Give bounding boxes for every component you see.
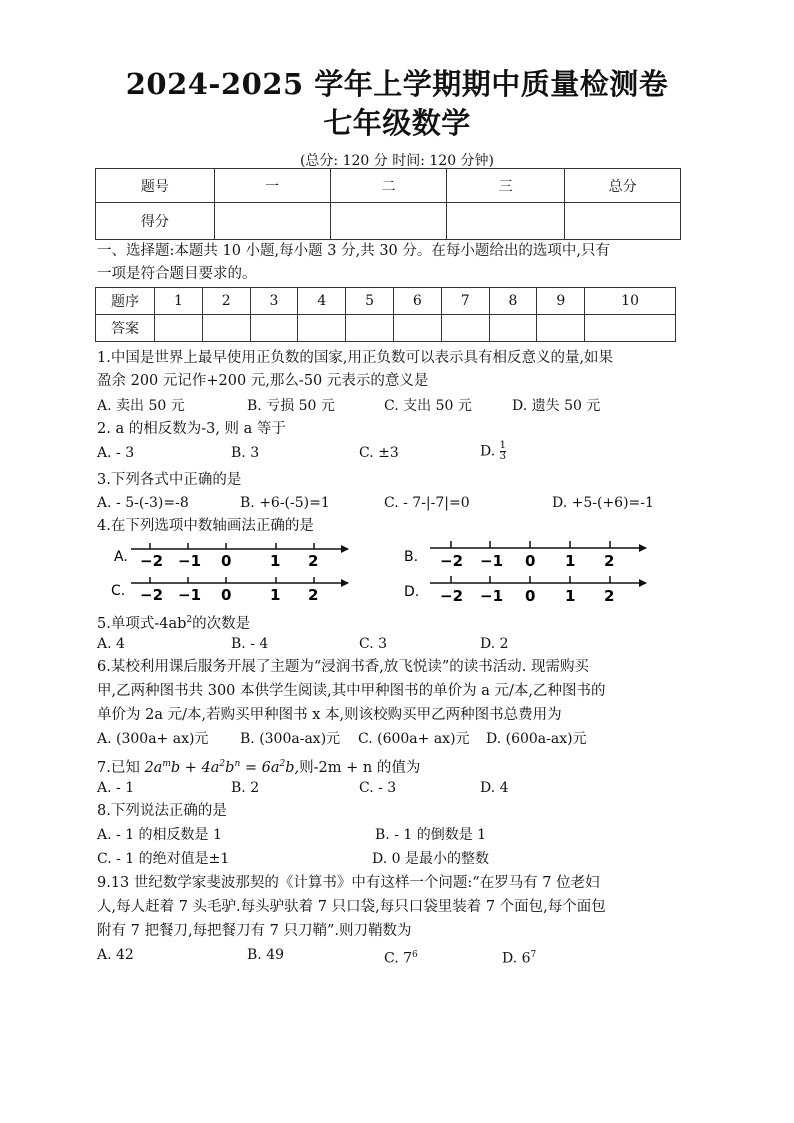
tick-label: 2 bbox=[308, 586, 319, 604]
q7-suffix: 则-2m + n 的值为 bbox=[299, 759, 421, 776]
number-line-c[interactable] bbox=[131, 577, 348, 604]
q9-option-c-text: C. 7 bbox=[384, 950, 413, 967]
number-line-d[interactable] bbox=[430, 576, 646, 605]
tick-label: −1 bbox=[480, 552, 504, 570]
q5-option-a[interactable]: A. 4 bbox=[97, 636, 125, 652]
question-number: 3 bbox=[250, 288, 298, 315]
tick-label: 1 bbox=[270, 552, 281, 570]
q3-option-a[interactable]: A. - 5-(-3)=-8 bbox=[97, 495, 189, 511]
q7-option-c[interactable]: C. - 3 bbox=[359, 780, 397, 796]
q7-stem bbox=[97, 754, 420, 778]
q9-option-d[interactable] bbox=[502, 945, 536, 969]
tick-label: 1 bbox=[270, 586, 281, 604]
option-d-label[interactable]: D. bbox=[404, 584, 420, 600]
score-header: 总分 bbox=[565, 169, 681, 203]
q7-option-b[interactable]: B. 2 bbox=[231, 780, 260, 796]
score-header: 二 bbox=[330, 169, 447, 203]
question-number: 4 bbox=[298, 288, 346, 315]
tick-label: 2 bbox=[604, 552, 615, 570]
question-number: 2 bbox=[202, 288, 250, 315]
question-number: 9 bbox=[537, 288, 585, 315]
q7-equation bbox=[144, 760, 299, 776]
tick-label: −2 bbox=[140, 552, 164, 570]
exam-title: 2024-2025 学年上学期期中质量检测卷 bbox=[125, 67, 669, 101]
q8-option-b[interactable]: B. - 1 的倒数是 1 bbox=[375, 827, 487, 843]
answer-row-label: 答案 bbox=[96, 315, 155, 342]
q8-option-a[interactable]: A. - 1 的相反数是 1 bbox=[97, 827, 222, 843]
q2-option-a[interactable]: A. - 3 bbox=[97, 445, 135, 461]
answer-row-label: 题序 bbox=[96, 288, 155, 315]
question-number: 1 bbox=[155, 288, 203, 315]
q9-option-d-exponent: 7 bbox=[530, 950, 537, 960]
exam-subject: 七年级数学 bbox=[323, 106, 471, 140]
score-header: 题号 bbox=[96, 169, 215, 203]
q5-stem bbox=[97, 610, 250, 634]
q9-option-d-text: D. 6 bbox=[502, 950, 531, 967]
question-number: 10 bbox=[585, 288, 676, 315]
tick-label: 2 bbox=[604, 587, 615, 605]
tick-label: 0 bbox=[221, 552, 232, 570]
section-1-instruction: 一、选择题:本题共 10 小题,每小题 3 分,共 30 分。在每小题给出的选项中,只有 bbox=[97, 243, 610, 259]
q4-stem: 4.在下列选项中数轴画法正确的是 bbox=[97, 518, 314, 534]
option-a-label[interactable]: A. bbox=[114, 549, 128, 565]
eq-exponent: m bbox=[162, 759, 171, 769]
q6-option-d[interactable]: D. (600a-ax)元 bbox=[486, 731, 587, 747]
score-row-label: 得分 bbox=[96, 203, 215, 240]
tick-label: 1 bbox=[565, 587, 576, 605]
q9-stem: 9.13 世纪数学家斐波那契的《计算书》中有这样一个问题:“在罗马有 7 位老妇 bbox=[97, 875, 600, 891]
question-number: 6 bbox=[393, 288, 441, 315]
q2-option-b[interactable]: B. 3 bbox=[231, 445, 260, 461]
q9-option-c[interactable] bbox=[384, 945, 418, 969]
q5-option-c[interactable]: C. 3 bbox=[359, 636, 388, 652]
q6-option-b[interactable]: B. (300a-ax)元 bbox=[240, 731, 341, 747]
q9-option-a[interactable]: A. 42 bbox=[97, 947, 134, 963]
q9-stem-cont: 附有 7 把餐刀,每把餐刀有 7 只刀鞘”.则刀鞘数为 bbox=[97, 923, 412, 939]
tick-label: −1 bbox=[480, 587, 504, 605]
q2-stem: 2. a 的相反数为-3, 则 a 等于 bbox=[97, 421, 286, 437]
q8-stem: 8.下列说法正确的是 bbox=[97, 803, 227, 819]
q3-option-c[interactable]: C. - 7-|-7|=0 bbox=[384, 495, 470, 511]
q7-prefix: 7.已知 bbox=[97, 759, 145, 776]
tick-label: −1 bbox=[178, 552, 202, 570]
eq-term: b, bbox=[285, 759, 300, 776]
eq-term: b bbox=[225, 759, 235, 776]
q3-option-b[interactable]: B. +6-(-5)=1 bbox=[240, 495, 330, 511]
option-c-label[interactable]: C. bbox=[111, 583, 126, 599]
q1-option-b[interactable]: B. 亏损 50 元 bbox=[247, 398, 335, 414]
tick-label: 0 bbox=[525, 552, 536, 570]
question-number: 8 bbox=[489, 288, 537, 315]
q1-option-a[interactable]: A. 卖出 50 元 bbox=[97, 398, 185, 414]
q2-option-d-label: D. bbox=[480, 443, 496, 460]
q5-option-b[interactable]: B. - 4 bbox=[231, 636, 269, 652]
q5-option-d[interactable]: D. 2 bbox=[480, 636, 509, 652]
eq-term: b + 4a bbox=[170, 759, 220, 776]
q9-stem-cont: 人,每人赶着 7 头毛驴.每头驴驮着 7 只口袋,每只口袋里装着 7 个面包,每个面包 bbox=[97, 899, 606, 915]
q3-option-d[interactable]: D. +5-(+6)=-1 bbox=[552, 495, 654, 511]
eq-exponent: n bbox=[234, 759, 241, 769]
fraction-numerator: 1 bbox=[499, 440, 507, 451]
number-line-b[interactable] bbox=[430, 541, 646, 570]
exam-info: (总分: 120 分 时间: 120 分钟) bbox=[299, 153, 495, 169]
q9-option-c-exponent: 6 bbox=[412, 950, 418, 960]
q2-option-c[interactable]: C. ±3 bbox=[359, 445, 399, 461]
q8-option-c[interactable]: C. - 1 的绝对值是±1 bbox=[97, 851, 230, 867]
tick-label: −1 bbox=[178, 586, 202, 604]
q5-stem-text-end: 的次数是 bbox=[192, 615, 251, 632]
tick-label: 2 bbox=[308, 552, 319, 570]
q6-stem-cont: 单价为 2a 元/本,若购买甲种图书 x 本,则该校购买甲乙两种图书总费用为 bbox=[97, 707, 562, 723]
eq-term: 2a bbox=[144, 759, 163, 776]
q1-stem-cont: 盈余 200 元记作+200 元,那么-50 元表示的意义是 bbox=[97, 373, 429, 389]
number-line-a[interactable] bbox=[131, 543, 348, 570]
question-number: 7 bbox=[441, 288, 489, 315]
eq-exponent: 2 bbox=[219, 759, 226, 769]
score-header: 一 bbox=[214, 169, 330, 203]
q7-option-a[interactable]: A. - 1 bbox=[97, 780, 135, 796]
question-number: 5 bbox=[346, 288, 394, 315]
q6-stem: 6.某校利用课后服务开展了主题为“浸润书香,放飞悦读”的读书活动. 现需购买 bbox=[97, 659, 589, 675]
tick-label: −2 bbox=[140, 586, 164, 604]
q3-stem: 3.下列各式中正确的是 bbox=[97, 472, 242, 488]
tick-label: 0 bbox=[525, 587, 536, 605]
tick-label: −2 bbox=[440, 552, 464, 570]
q8-option-d[interactable]: D. 0 是最小的整数 bbox=[372, 851, 489, 867]
q5-exponent: 2 bbox=[186, 615, 193, 625]
eq-term: = 6a bbox=[240, 759, 280, 776]
option-b-label[interactable]: B. bbox=[404, 549, 419, 565]
q6-stem-cont: 甲,乙两种图书共 300 本供学生阅读,其中甲种图书的单价为 a 元/本,乙种图书的 bbox=[97, 683, 606, 699]
section-1-instruction-cont: 一项是符合题目要求的。 bbox=[97, 266, 257, 282]
q1-option-d[interactable]: D. 遗失 50 元 bbox=[512, 398, 601, 414]
eq-exponent: 2 bbox=[279, 759, 286, 769]
tick-label: 0 bbox=[221, 586, 232, 604]
q6-option-c[interactable]: C. (600a+ ax)元 bbox=[358, 731, 470, 747]
q6-option-a[interactable]: A. (300a+ ax)元 bbox=[97, 731, 209, 747]
q1-stem: 1.中国是世界上最早使用正负数的国家,用正负数可以表示具有相反意义的量,如果 bbox=[97, 350, 614, 366]
q9-option-b[interactable]: B. 49 bbox=[247, 947, 285, 963]
tick-label: −2 bbox=[440, 587, 464, 605]
q1-option-c[interactable]: C. 支出 50 元 bbox=[384, 398, 472, 414]
tick-label: 1 bbox=[565, 552, 576, 570]
q7-option-d[interactable]: D. 4 bbox=[480, 780, 509, 796]
fraction-denominator: 3 bbox=[499, 451, 507, 462]
score-header: 三 bbox=[447, 169, 565, 203]
q5-stem-text: 5.单项式-4ab bbox=[97, 615, 187, 632]
